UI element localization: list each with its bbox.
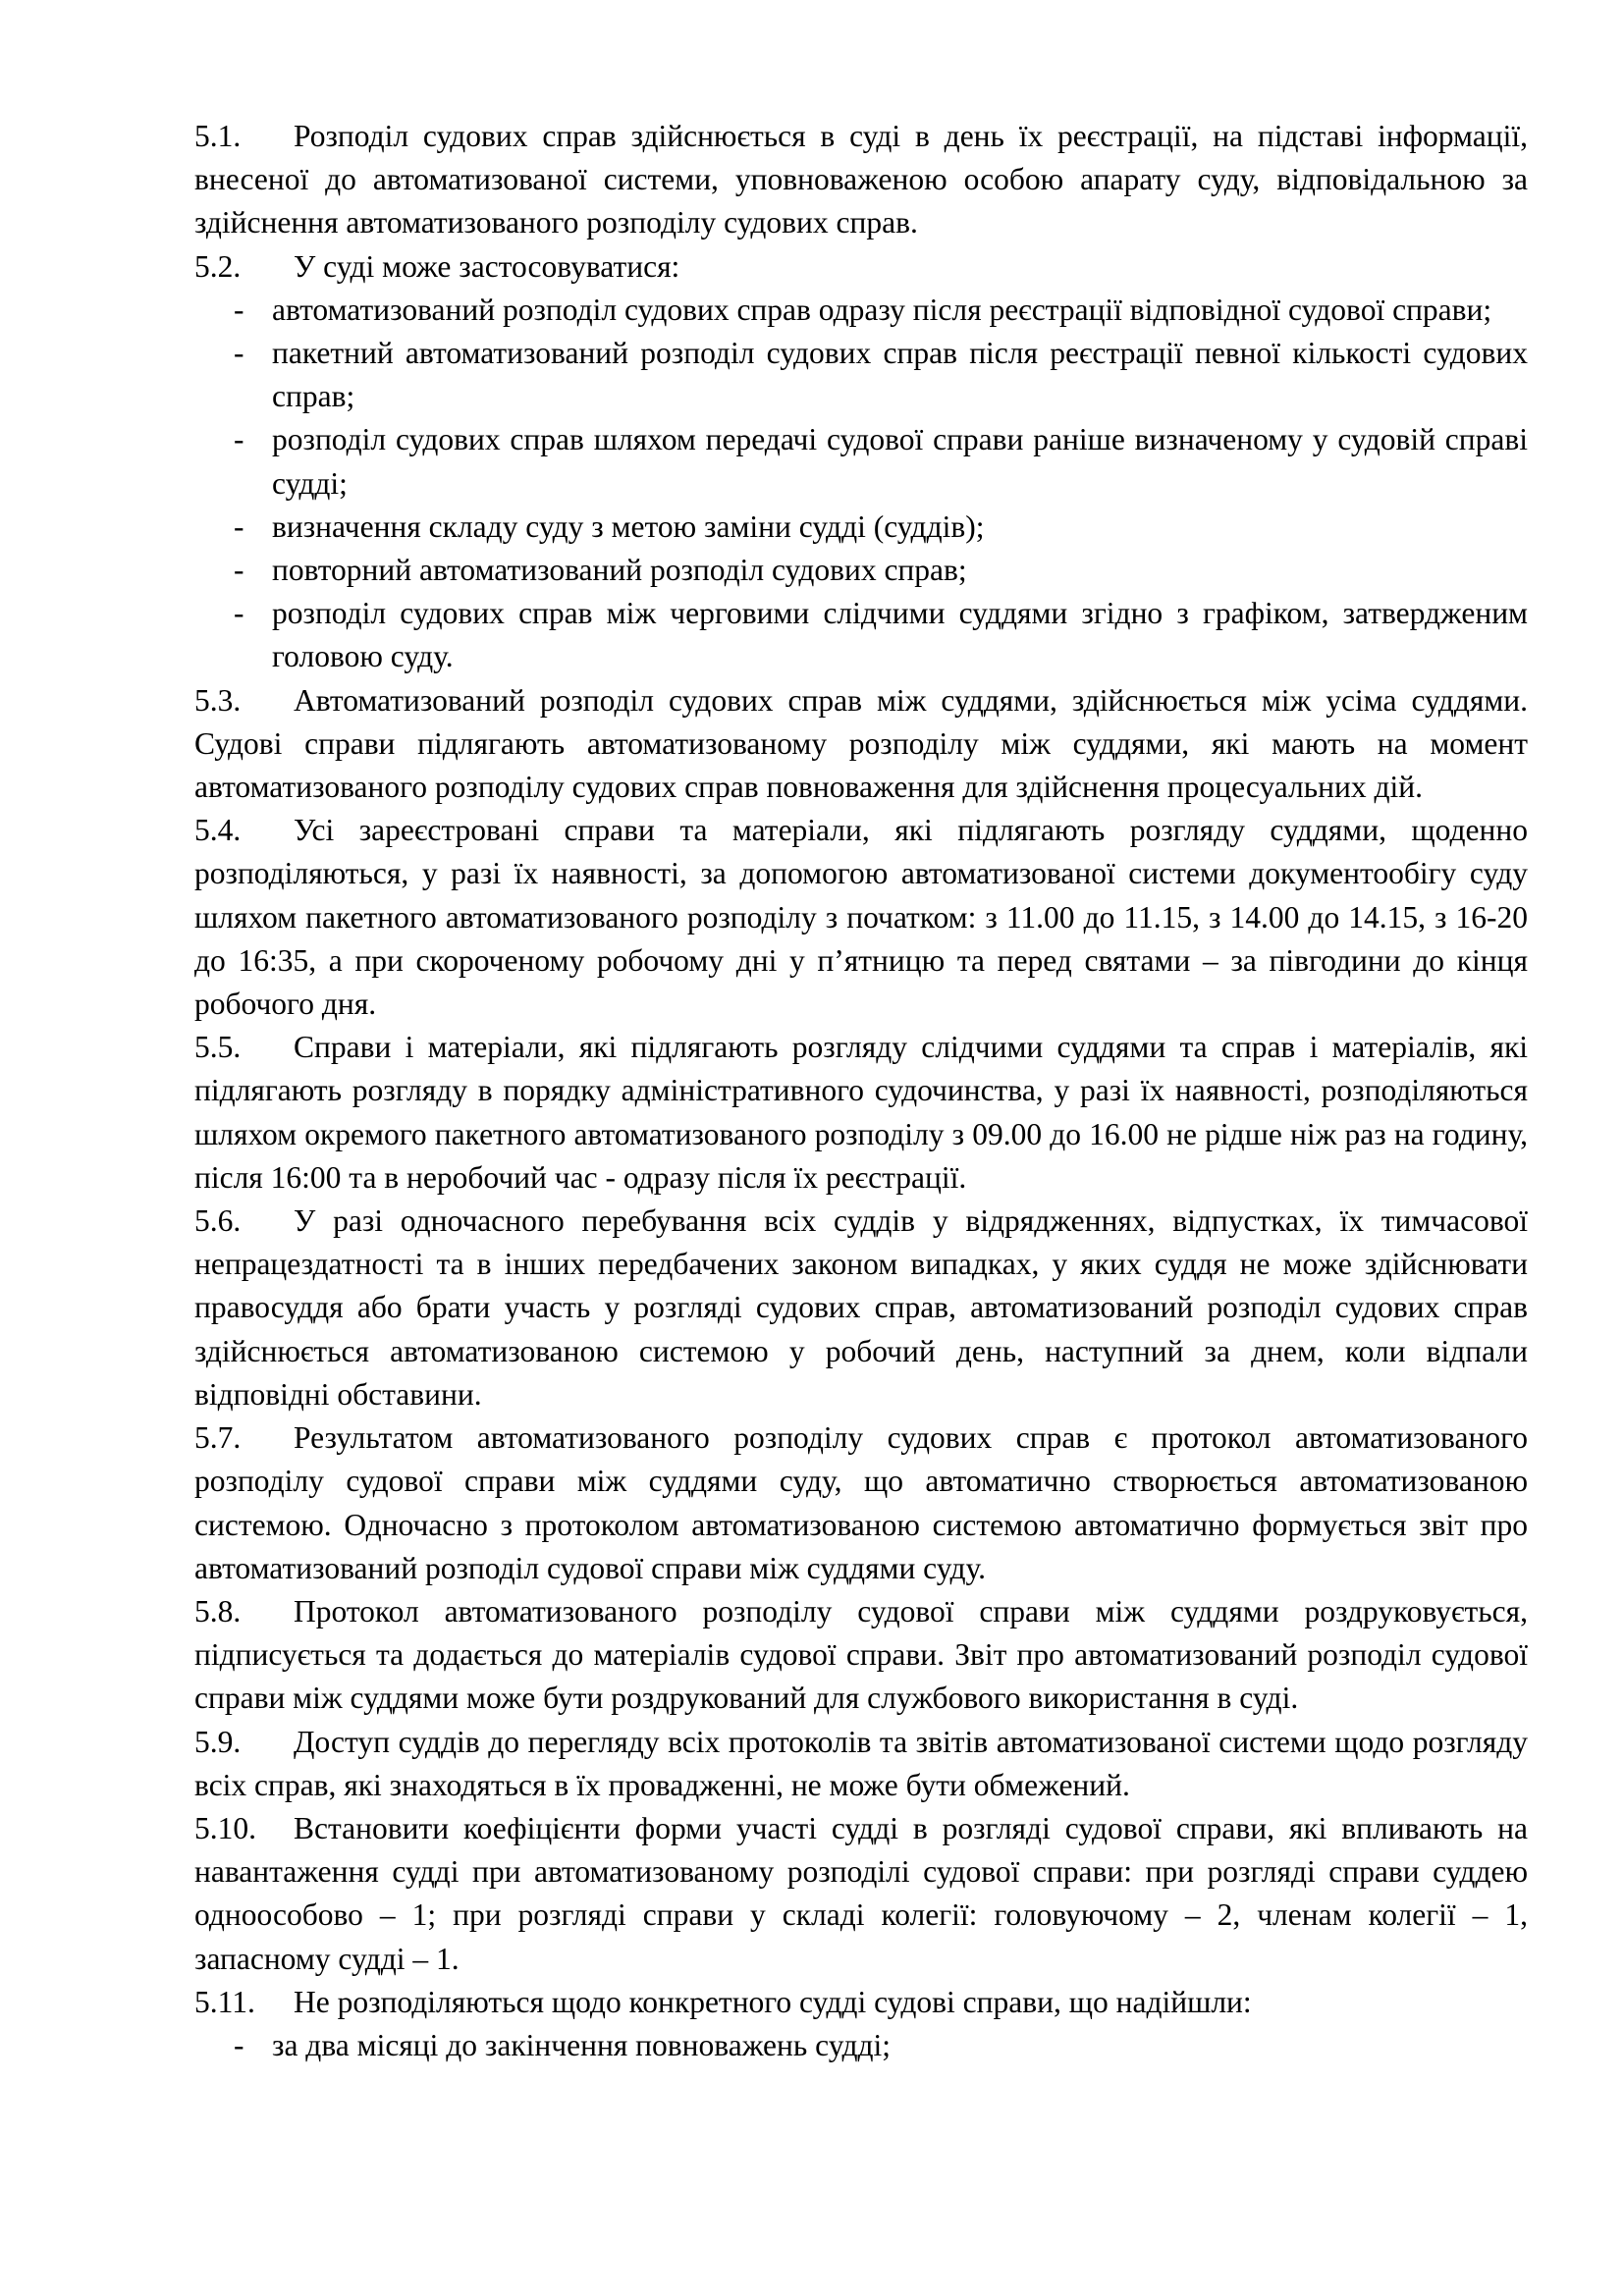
paragraph-5-8 (194, 1590, 1528, 1721)
list-item (194, 418, 1528, 505)
paragraph-number: 5.8. (194, 1593, 242, 1629)
dash-bullet: - (234, 553, 244, 588)
list-item (194, 332, 1528, 418)
paragraph-5-5 (194, 1026, 1528, 1200)
list-item-text: розподіл судових справ між черговими слідчими суддями згідно з графіком, затвердженим головою суду. (272, 596, 1528, 674)
list-5-2 (194, 289, 1528, 679)
document-page (194, 115, 1528, 2067)
paragraph-number: 5.4. (194, 813, 242, 848)
dash-bullet: - (234, 596, 244, 631)
paragraph-text: У разі одночасного перебування всіх суддів у відрядженнях, відпустках, їх тимчасової непрацездатності та в інших передбачених законом випадках, у яких суддя не може здійснювати правосуддя або брати участь у розгляді судових справ, автоматизований розподіл судових справ здійснюється автоматизованою системою у робочий день, наступний за днем, коли відпали відповідні обставини. (194, 1203, 1528, 1412)
list-item (194, 289, 1528, 332)
paragraph-text: Справи і матеріали, які підлягають розгляду слідчими суддями та справ і матеріалів, які підлягають розгляду в порядку адміністративного судочинства, у разі їх наявності, розподіляються шляхом окремого пакетного автоматизованого розподілу з 09.00 до 16.00 не рідше ніж раз на годину, після 16:00 та в неробочий час - одразу після їх реєстрації. (194, 1030, 1528, 1195)
paragraph-number: 5.1. (194, 119, 242, 153)
dash-bullet: - (234, 422, 244, 457)
paragraph-5-2 (194, 245, 1528, 289)
paragraph-number: 5.7. (194, 1420, 242, 1456)
paragraph-5-4 (194, 809, 1528, 1026)
dash-bullet: - (234, 2027, 244, 2062)
dash-bullet: - (234, 292, 244, 327)
dash-bullet: - (234, 508, 244, 544)
paragraph-number: 5.5. (194, 1030, 242, 1065)
paragraph-number: 5.2. (194, 248, 242, 284)
paragraph-number: 5.9. (194, 1724, 242, 1759)
list-item-text: повторний автоматизований розподіл судових справ; (272, 553, 967, 588)
paragraph-text: Доступ суддів до перегляду всіх протоколів та звітів автоматизованої системи щодо розгляду всіх справ, які знаходяться в їх провадженні, не може бути обмежений. (194, 1724, 1528, 1802)
list-5-11 (194, 2024, 1528, 2067)
paragraph-5-3 (194, 679, 1528, 810)
paragraph-text: Автоматизований розподіл судових справ між суддями, здійснюється між усіма суддями. Судові справи підлягають автоматизованому розподілу між суддями, які мають на момент автоматизованого розподілу судових справ повноваження для здійснення процесуальних дій. (194, 682, 1528, 805)
list-item (194, 592, 1528, 678)
list-item (194, 506, 1528, 549)
paragraph-number: 5.10. (194, 1810, 256, 1845)
paragraph-5-10 (194, 1807, 1528, 1981)
paragraph-5-6 (194, 1200, 1528, 1416)
paragraph-text: Встановити коефіцієнти форми участі судді в розгляді судової справи, які впливають на навантаження судді при автоматизованому розподілі судової справи: при розгляді справи суддею одноособово – 1; при розгляді справи у складі колегії: головуючому – 2, членам колегії – 1, запасному судді – 1. (194, 1810, 1528, 1976)
paragraph-text: Не розподіляються щодо конкретного судді судові справи, що надійшли: (294, 1984, 1252, 2019)
paragraph-5-9 (194, 1721, 1528, 1807)
paragraph-number: 5.3. (194, 682, 242, 718)
list-item-text: розподіл судових справ шляхом передачі судової справи раніше визначеному у судовій справі судді; (272, 422, 1528, 501)
paragraph-number: 5.6. (194, 1203, 242, 1239)
paragraph-text: Розподіл судових справ здійснюється в суді в день їх реєстрації, на підставі інформації, внесеної до автоматизованої системи, уповноваженою особою апарату суду, відповідальною за здійснення автоматизованого розподілу судових справ. (194, 119, 1528, 240)
list-item (194, 2024, 1528, 2067)
list-item-text: автоматизований розподіл судових справ одразу після реєстрації відповідної судової справи; (272, 292, 1492, 327)
list-item-text: пакетний автоматизований розподіл судових справ після реєстрації певної кількості судових справ; (272, 336, 1528, 414)
paragraph-text: Результатом автоматизованого розподілу судових справ є протокол автоматизованого розподілу судової справи між суддями суду, що автоматично створюється автоматизованою системою. Одночасно з протоколом автоматизованою системою автоматично формується звіт про автоматизований розподіл судової справи між суддями суду. (194, 1420, 1528, 1585)
paragraph-text: У суді може застосовуватися: (294, 248, 680, 284)
paragraph-text: Усі зареєстровані справи та матеріали, які підлягають розгляду суддями, щоденно розподіляються, у разі їх наявності, за допомогою автоматизованої системи документообігу суду шляхом пакетного автоматизованого розподілу з початком: з 11.00 до 11.15, з 14.00 до 14.15, з 16-20 до 16:35, а при скороченому робочому дні у п’ятницю та перед святами – за півгодини до кінця робочого дня. (194, 813, 1528, 1022)
paragraph-5-11 (194, 1981, 1528, 2024)
list-item-text: визначення складу суду з метою заміни судді (суддів); (272, 508, 985, 544)
paragraph-text: Протокол автоматизованого розподілу судової справи між суддями роздруковується, підписується та додається до матеріалів судової справи. Звіт про автоматизований розподіл судової справи між суддями може бути роздрукований для службового використання в суді. (194, 1593, 1528, 1716)
paragraph-5-7 (194, 1416, 1528, 1590)
paragraph-number: 5.11. (194, 1984, 255, 2019)
dash-bullet: - (234, 336, 244, 371)
list-item-text: за два місяці до закінчення повноважень судді; (272, 2027, 892, 2062)
list-item (194, 549, 1528, 592)
paragraph-5-1 (194, 115, 1528, 245)
